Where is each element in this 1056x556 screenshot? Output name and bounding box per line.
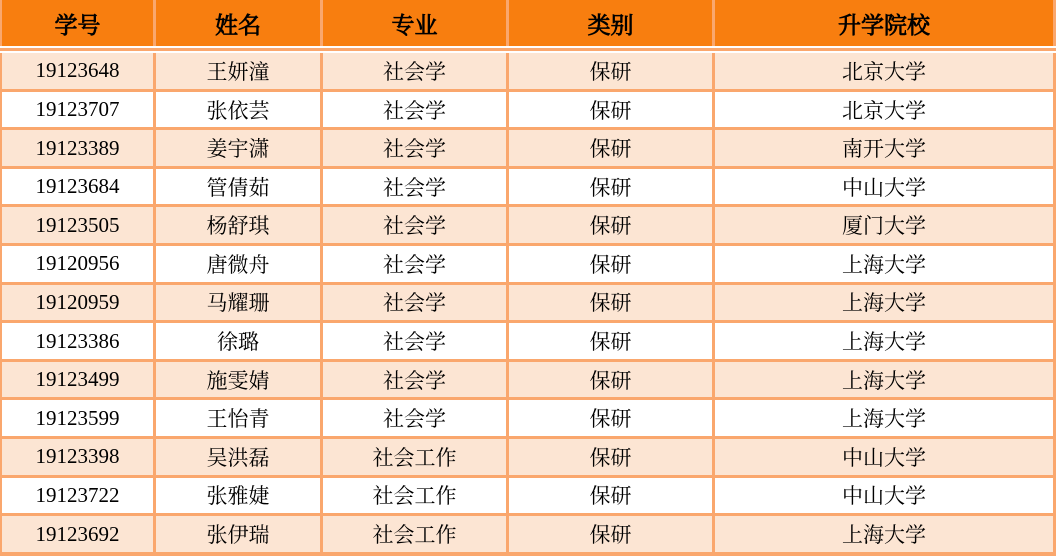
table-row	[0, 207, 1056, 246]
cell-category: 保研	[509, 246, 715, 285]
cell-university: 上海大学	[715, 323, 1056, 362]
cell-university: 上海大学	[715, 285, 1056, 324]
cell-major: 社会工作	[323, 516, 509, 556]
cell-major: 社会学	[323, 362, 509, 401]
cell-name: 王妍潼	[156, 53, 323, 92]
table-row	[0, 362, 1056, 401]
cell-university: 上海大学	[715, 246, 1056, 285]
table-row	[0, 323, 1056, 362]
cell-student-id: 19123599	[0, 400, 156, 439]
cell-name: 王怡青	[156, 400, 323, 439]
header-name: 姓名	[156, 0, 323, 46]
cell-category: 保研	[509, 53, 715, 92]
cell-university: 上海大学	[715, 400, 1056, 439]
cell-category: 保研	[509, 439, 715, 478]
cell-student-id: 19123398	[0, 439, 156, 478]
table-row	[0, 285, 1056, 324]
cell-name: 张依芸	[156, 92, 323, 131]
cell-university: 中山大学	[715, 169, 1056, 208]
cell-university: 南开大学	[715, 130, 1056, 169]
table-row	[0, 478, 1056, 517]
cell-category: 保研	[509, 130, 715, 169]
cell-student-id: 19123648	[0, 53, 156, 92]
cell-category: 保研	[509, 169, 715, 208]
header-category: 类别	[509, 0, 715, 46]
header-major: 专业	[323, 0, 509, 46]
cell-university: 中山大学	[715, 439, 1056, 478]
table-row	[0, 516, 1056, 556]
cell-student-id: 19120959	[0, 285, 156, 324]
table-row	[0, 246, 1056, 285]
cell-university: 中山大学	[715, 478, 1056, 517]
cell-name: 张伊瑞	[156, 516, 323, 556]
cell-name: 徐璐	[156, 323, 323, 362]
cell-student-id: 19120956	[0, 246, 156, 285]
table-row	[0, 130, 1056, 169]
cell-university: 厦门大学	[715, 207, 1056, 246]
cell-major: 社会学	[323, 130, 509, 169]
cell-name: 马耀珊	[156, 285, 323, 324]
table-row	[0, 169, 1056, 208]
cell-category: 保研	[509, 92, 715, 131]
header-separator-line	[0, 46, 1056, 53]
cell-university: 北京大学	[715, 92, 1056, 131]
cell-name: 杨舒琪	[156, 207, 323, 246]
table-row	[0, 400, 1056, 439]
cell-student-id: 19123692	[0, 516, 156, 556]
cell-category: 保研	[509, 478, 715, 517]
cell-category: 保研	[509, 400, 715, 439]
header-separator	[0, 46, 1056, 53]
cell-student-id: 19123722	[0, 478, 156, 517]
cell-name: 吴洪磊	[156, 439, 323, 478]
cell-major: 社会学	[323, 169, 509, 208]
table-row	[0, 53, 1056, 92]
cell-major: 社会学	[323, 246, 509, 285]
cell-student-id: 19123684	[0, 169, 156, 208]
table-row	[0, 92, 1056, 131]
cell-major: 社会学	[323, 400, 509, 439]
table-row	[0, 439, 1056, 478]
header-student-id: 学号	[0, 0, 156, 46]
table-header-row	[0, 0, 1056, 46]
cell-category: 保研	[509, 362, 715, 401]
cell-name: 施雯婧	[156, 362, 323, 401]
cell-major: 社会工作	[323, 439, 509, 478]
cell-category: 保研	[509, 323, 715, 362]
cell-student-id: 19123389	[0, 130, 156, 169]
header-university: 升学院校	[715, 0, 1056, 46]
cell-category: 保研	[509, 207, 715, 246]
cell-major: 社会学	[323, 92, 509, 131]
cell-major: 社会学	[323, 285, 509, 324]
cell-category: 保研	[509, 285, 715, 324]
cell-major: 社会工作	[323, 478, 509, 517]
cell-student-id: 19123499	[0, 362, 156, 401]
cell-name: 姜宇潇	[156, 130, 323, 169]
cell-name: 管倩茹	[156, 169, 323, 208]
cell-category: 保研	[509, 516, 715, 556]
cell-student-id: 19123707	[0, 92, 156, 131]
cell-university: 上海大学	[715, 516, 1056, 556]
cell-major: 社会学	[323, 323, 509, 362]
cell-major: 社会学	[323, 207, 509, 246]
cell-student-id: 19123505	[0, 207, 156, 246]
cell-university: 北京大学	[715, 53, 1056, 92]
cell-major: 社会学	[323, 53, 509, 92]
cell-student-id: 19123386	[0, 323, 156, 362]
cell-name: 张雅婕	[156, 478, 323, 517]
cell-name: 唐微舟	[156, 246, 323, 285]
cell-university: 上海大学	[715, 362, 1056, 401]
